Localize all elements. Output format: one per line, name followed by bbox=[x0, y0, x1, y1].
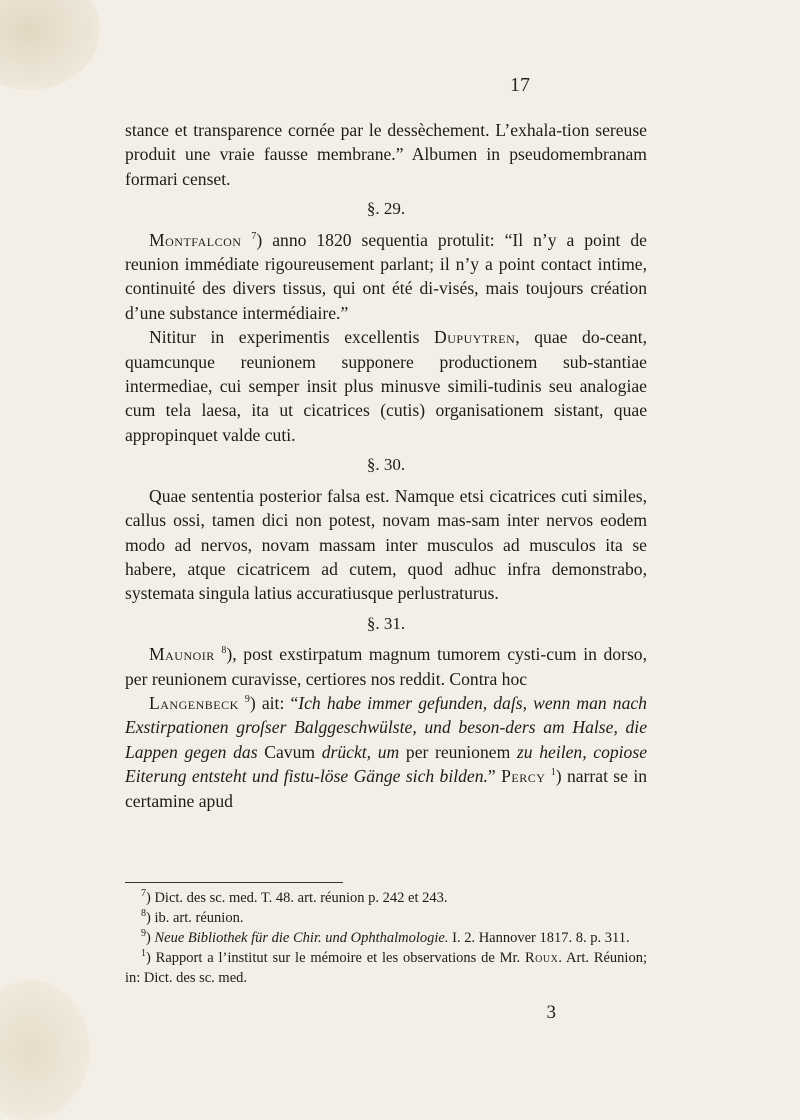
paragraph bbox=[125, 325, 647, 447]
footnote-mark: 9 bbox=[141, 928, 146, 940]
paragraph-text: ), post exstirpatum magnum tumorem cysti-cum in dorso, per reunionem curavisse, certiores nos reddit. Contra hoc bbox=[125, 644, 647, 689]
quote-text: drückt, um bbox=[321, 741, 400, 762]
paragraph bbox=[125, 691, 647, 813]
footnote-ref: 7 bbox=[251, 230, 257, 242]
footnote-mark: 1 bbox=[141, 948, 146, 960]
paragraph bbox=[125, 228, 647, 326]
quote-text: zu heilen, copiose Eiterung entsteht und fistu-löse Gänge sich bilden. bbox=[125, 741, 648, 787]
section-heading: §. 30. bbox=[366, 455, 406, 475]
paragraph bbox=[125, 642, 647, 691]
paragraph: stance et transparence cornée par le dessèchement. L’exhala-tion sereuse produit une vraie fausse membrane.” Albumen in pseudomembranam formari censet. bbox=[125, 120, 647, 189]
paragraph-text: ) narrat se in certamine apud bbox=[125, 766, 648, 811]
quote-text: Ich habe immer gefunden, daſs, wenn man nach Exstirpationen groſser Balggeschwülste, und beson-ders am Halse, die Lappen gegen das bbox=[125, 692, 647, 762]
paragraph-text: ) ait: “ bbox=[249, 692, 299, 713]
footnote-mark: 7 bbox=[141, 888, 146, 900]
footnote-title: Neue Bibliothek für die Chir. und Ophthalmologie. bbox=[154, 930, 449, 946]
author-name: Dupuytren bbox=[434, 327, 516, 348]
footnote-text: ) ib. art. réunion. bbox=[146, 910, 244, 926]
footnote-text: . Art. Réunion; in: Dict. des sc. med. bbox=[125, 950, 647, 986]
footnote-text: I. 2. Hannover 1817. 8. p. 311. bbox=[448, 930, 630, 946]
paragraph-text: Nititur in experimentis excellentis bbox=[149, 327, 435, 348]
footnote-text: ) Dict. des sc. med. T. 48. art. réunion p. 242 et 243. bbox=[146, 890, 448, 906]
paper-stain bbox=[0, 980, 90, 1120]
author-name: Roux bbox=[525, 950, 559, 966]
paragraph-text: , quae do-ceant, quamcunque reunionem supponere productionem sub-stantiae intermediae, cui semper insit plus minusve simili-tudinis seu analogiae cum tela laesa, ita ut cicatrices (cutis) organisationem sistant, quae appropinquet valde cuti. bbox=[125, 327, 648, 445]
footnote bbox=[125, 908, 647, 928]
section-heading: §. 31. bbox=[366, 613, 406, 633]
section-heading: §. 29. bbox=[366, 199, 406, 219]
paragraph-text: ” bbox=[487, 766, 502, 787]
page-number: 17 bbox=[510, 74, 530, 96]
signature-mark: 3 bbox=[546, 1002, 556, 1023]
body-text bbox=[125, 118, 647, 813]
author-name: Langenbeck bbox=[149, 692, 239, 713]
paragraph-text: per reunionem bbox=[399, 741, 517, 762]
footnote-mark: 8 bbox=[141, 908, 146, 920]
footnote-text: ) Rapport a l’institut sur le mémoire et les observations de Mr. bbox=[146, 950, 526, 966]
paragraph-text: Cavum bbox=[257, 741, 322, 762]
footnote-rule bbox=[125, 882, 343, 883]
footnote bbox=[125, 948, 647, 988]
footnotes bbox=[125, 888, 647, 988]
footnote-ref: 1 bbox=[550, 767, 556, 779]
author-name: Montfalcon bbox=[149, 229, 242, 250]
author-name: Percy bbox=[501, 766, 546, 787]
footnote: $^9$) Neue Bibliothek für die Chir. und Ophthalmologie. I. 2. Hannover 1817. 8. p. 311. bbox=[141, 928, 630, 946]
footnote-ref: 9 bbox=[244, 694, 250, 706]
paragraph-text: ) anno 1820 sequentia protulit: “Il n’y a point de reunion immédiate rigoureusement parlant; il n’y a point contact intime, continuité des divers tissus, qui ont été di-visés, mais toujours création d’une substance intermédiaire.” bbox=[125, 229, 647, 323]
footnote-ref: 8 bbox=[221, 645, 227, 657]
paragraph: Quae sententia posterior falsa est. Namque etsi cicatrices cuti similes, callus ossi, tamen dici non potest, novam mas-sam inter nervos eodem modo ad nervos, novam massam inter musculos ad musculos ita se habere, atque cicatricem ad cutem, quod adhuc infra demonstrabo, systemata singula latius accuratiusque perlustraturus. bbox=[125, 485, 647, 604]
footnote bbox=[125, 888, 647, 908]
author-name: Maunoir bbox=[149, 644, 215, 665]
